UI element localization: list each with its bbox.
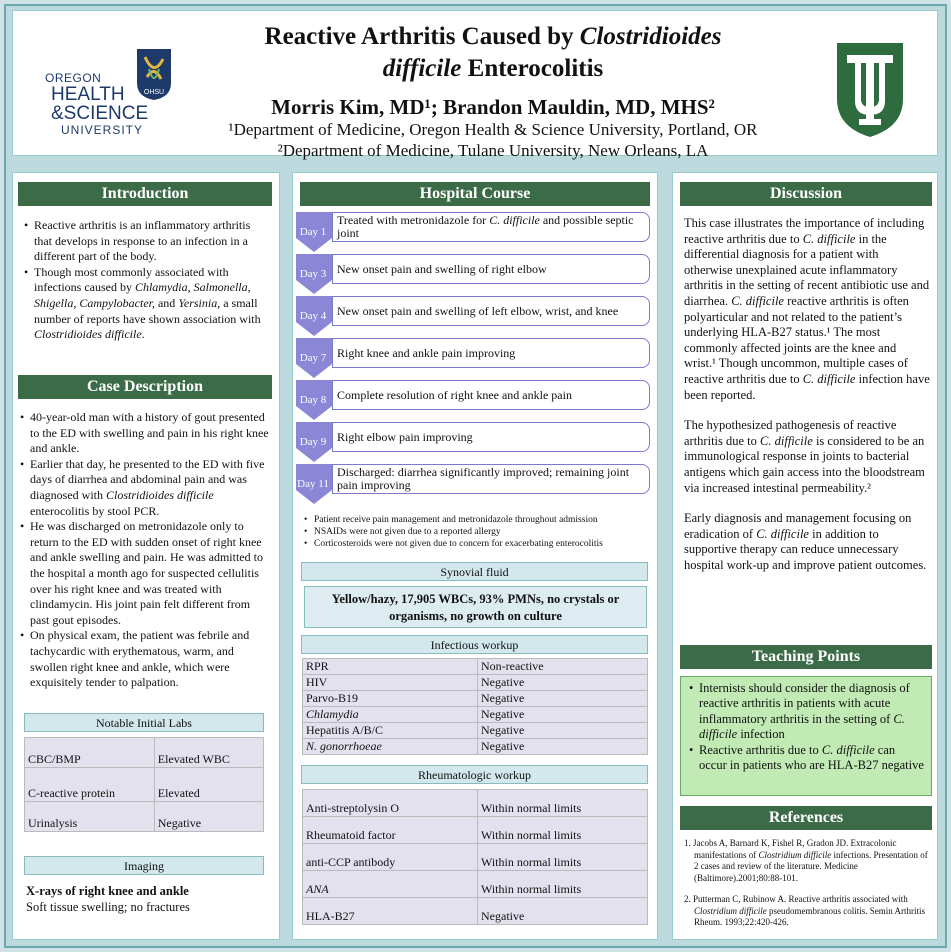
hospital-course-heading: Hospital Course <box>300 182 650 206</box>
rheum-result: Negative <box>478 898 648 925</box>
day-box: Right elbow pain improving <box>332 422 650 452</box>
infectious-result: Negative <box>478 707 648 723</box>
note-item: • NSAIDs were not given due to a reported allergy <box>302 526 652 538</box>
day-label: Day 4 <box>299 310 327 322</box>
infectious-table <box>302 658 648 755</box>
logo-text-health: HEALTH <box>51 84 125 105</box>
imaging-text: X-rays of right knee and ankle Soft tissue swelling; no fractures <box>26 884 190 914</box>
table-row <box>25 738 264 768</box>
timeline-day-11 <box>296 464 650 496</box>
discussion-paragraph-3: Early diagnosis and management focusing on eradication of C. difficile in addition to supportive therapy can reduce unnecessary hospital work-up and improve patient outcomes. <box>684 511 927 572</box>
infectious-test: Hepatitis A/B/C <box>303 723 478 739</box>
day-box: Complete resolution of right knee and ankle pain <box>332 380 650 410</box>
day-label: Day 1 <box>299 226 327 238</box>
synovial-result: Yellow/hazy, 17,905 WBCs, 93% PMNs, no crystals or organisms, no growth on culture <box>304 586 647 628</box>
case-description-heading: Case Description <box>18 375 272 399</box>
imaging-heading: Imaging <box>24 856 264 875</box>
case-item: • 40-year-old man with a history of gout presented to the ED with swelling and pain in his right knee and ankle. <box>18 410 272 457</box>
note-item: • Patient receive pain management and metronidazole throughout admission <box>302 514 652 526</box>
day-label: Day 8 <box>299 394 327 406</box>
authors: Morris Kim, MD¹; Brandon Mauldin, MD, MHS² <box>271 95 715 119</box>
infectious-test: N. gonorrhoeae <box>303 739 478 755</box>
table-row <box>303 871 648 898</box>
day-box: Discharged: diarrhea significantly improved; remaining joint pain improving <box>332 464 650 494</box>
day-label: Day 11 <box>297 478 329 490</box>
infectious-test: RPR <box>303 659 478 675</box>
labs-table <box>24 737 264 832</box>
references-heading: References <box>680 806 932 830</box>
teaching-point: • Reactive arthritis due to C. difficile can occur in patients who are HLA-B27 negative <box>687 743 925 774</box>
infectious-result: Non-reactive <box>478 659 648 675</box>
table-row <box>25 802 264 832</box>
rheum-test: anti-CCP antibody <box>303 844 478 871</box>
lab-result: Elevated WBC <box>154 738 263 768</box>
rheum-result: Within normal limits <box>478 844 648 871</box>
timeline-day-4 <box>296 296 650 328</box>
teaching-points-box <box>680 676 932 796</box>
timeline-day-1 <box>296 212 650 244</box>
reference-item: 2. Putterman C, Rubinow A. Reactive arthritis associated with Clostridium difficile pseudomembranous colitis. Semin Arthritis Rheum. 1993;22:420-426. <box>684 894 926 927</box>
table-row <box>303 817 648 844</box>
day-box: Right knee and ankle pain improving <box>332 338 650 368</box>
rheum-test: HLA-B27 <box>303 898 478 925</box>
infectious-result: Negative <box>478 739 648 755</box>
case-description-list <box>18 410 272 691</box>
synovial-heading: Synovial fluid <box>301 562 648 581</box>
note-item: • Corticosteroids were not given due to concern for exacerbating enterocolitis <box>302 538 652 550</box>
infectious-heading: Infectious workup <box>301 635 648 654</box>
table-row <box>303 739 648 755</box>
rheum-result: Within normal limits <box>478 790 648 817</box>
table-row <box>303 659 648 675</box>
table-row <box>25 768 264 802</box>
case-item: • Earlier that day, he presented to the ED with five days of diarrhea and abdominal pain and was diagnosed with Clostridioides difficile enterocolitis by stool PCR. <box>18 457 272 519</box>
infectious-result: Negative <box>478 675 648 691</box>
hospital-notes <box>302 514 652 550</box>
ohsu-logo <box>37 39 177 139</box>
lab-test: C-reactive protein <box>25 768 155 802</box>
teaching-points-heading: Teaching Points <box>680 645 932 669</box>
discussion-text <box>684 216 930 573</box>
day-label: Day 7 <box>299 352 327 364</box>
day-box: New onset pain and swelling of right elbow <box>332 254 650 284</box>
infectious-result: Negative <box>478 723 648 739</box>
rheum-test: Rheumatoid factor <box>303 817 478 844</box>
case-item: • He was discharged on metronidazole only to return to the ED with sudden onset of right knee and ankle swelling and pain. He was admitted to the hospital a month ago for suspected cellulitis over his right knee and was treated with clindamycin. His joint pain felt different from past gout episodes. <box>18 519 272 628</box>
introduction-item: • Though most commonly associated with infections caused by Chlamydia, Salmonella, Shigella, Campylobacter, and Yersinia, a small number of reports have shown association with Clostridioides difficile. <box>22 265 262 343</box>
lab-test: Urinalysis <box>25 802 155 832</box>
rheum-result: Within normal limits <box>478 817 648 844</box>
timeline-day-8 <box>296 380 650 412</box>
infectious-test: Parvo-B19 <box>303 691 478 707</box>
infectious-result: Negative <box>478 691 648 707</box>
lab-result: Elevated <box>154 768 263 802</box>
timeline-day-3 <box>296 254 650 286</box>
lab-test: CBC/BMP <box>25 738 155 768</box>
infectious-test: HIV <box>303 675 478 691</box>
tulane-shield-icon <box>835 41 905 139</box>
table-row <box>303 723 648 739</box>
introduction-heading: Introduction <box>18 182 272 206</box>
table-row <box>303 790 648 817</box>
rheum-result: Within normal limits <box>478 871 648 898</box>
introduction-list <box>22 218 262 343</box>
poster-header <box>12 10 938 160</box>
logo-text-science: &SCIENCE <box>51 103 149 124</box>
labs-heading: Notable Initial Labs <box>24 713 264 732</box>
discussion-heading: Discussion <box>680 182 932 206</box>
table-row <box>303 898 648 925</box>
lab-result: Negative <box>154 802 263 832</box>
day-box: Treated with metronidazole for C. difficile and possible septic joint <box>332 212 650 242</box>
affiliations: ¹Department of Medicine, Oregon Health & Science University, Portland, OR ²Department of Medicine, Tulane University, New Orleans, LA <box>228 120 758 160</box>
table-row <box>303 844 648 871</box>
timeline-day-9 <box>296 422 650 454</box>
teaching-points-list <box>687 681 925 773</box>
rheum-table <box>302 789 648 925</box>
table-row <box>303 707 648 723</box>
teaching-point: • Internists should consider the diagnosis of reactive arthritis in patients with acute inflammatory arthritis in the setting of C. difficile infection <box>687 681 925 743</box>
table-row <box>303 691 648 707</box>
timeline-day-7 <box>296 338 650 370</box>
logo-text-university: UNIVERSITY <box>61 123 144 137</box>
rheum-heading: Rheumatologic workup <box>301 765 648 784</box>
logo-text-oregon: OREGON <box>45 71 102 85</box>
day-label: Day 3 <box>299 268 327 280</box>
poster-title: Reactive Arthritis Caused by Clostridioides difficile Enterocolitis <box>264 23 722 82</box>
table-row <box>303 675 648 691</box>
reference-item: 1. Jacobs A, Barnard K, Fishel R, Gradon JD. Extracolonic manifestations of Clostridium difficile infections. Presentation of 2 cases and review of the literature. Medicine (Baltimore).2001;80:88-101. <box>684 838 928 883</box>
svg-text:OHSU: OHSU <box>143 89 165 96</box>
day-box: New onset pain and swelling of left elbow, wrist, and knee <box>332 296 650 326</box>
references-list <box>684 838 928 929</box>
rheum-test: Anti-streptolysin O <box>303 790 478 817</box>
infectious-test: Chlamydia <box>303 707 478 723</box>
introduction-item: • Reactive arthritis is an inflammatory arthritis that develops in response to an infection in a different part of the body. <box>22 218 262 265</box>
discussion-paragraph-1: This case illustrates the importance of including reactive arthritis due to C. difficile in the differential diagnosis for a patient with otherwise unexplained acute inflammatory arthritis in the setting of recent antibiotic use and diarrhea. C. difficile reactive arthritis is often polyarticular and not related to the patient’s underlying HLA-B27 status.¹ The most commonly affected joints are the knee and wrist.¹ Though uncommon, multiple cases of reactive arthritis due to C. difficile infection have been reported. <box>684 216 930 402</box>
discussion-paragraph-2: The hypothesized pathogenesis of reactive arthritis due to C. difficile is considered to be an immunological response in joints to bacterial antigens which gain access into the bloodstream via increased intestinal permeability.² <box>684 418 925 495</box>
day-label: Day 9 <box>299 436 327 448</box>
rheum-test: ANA <box>303 871 478 898</box>
case-item: • On physical exam, the patient was febrile and tachycardic with erythematous, warm, and swollen right knee and ankle, which were exquisitely tender to palpation. <box>18 628 272 690</box>
